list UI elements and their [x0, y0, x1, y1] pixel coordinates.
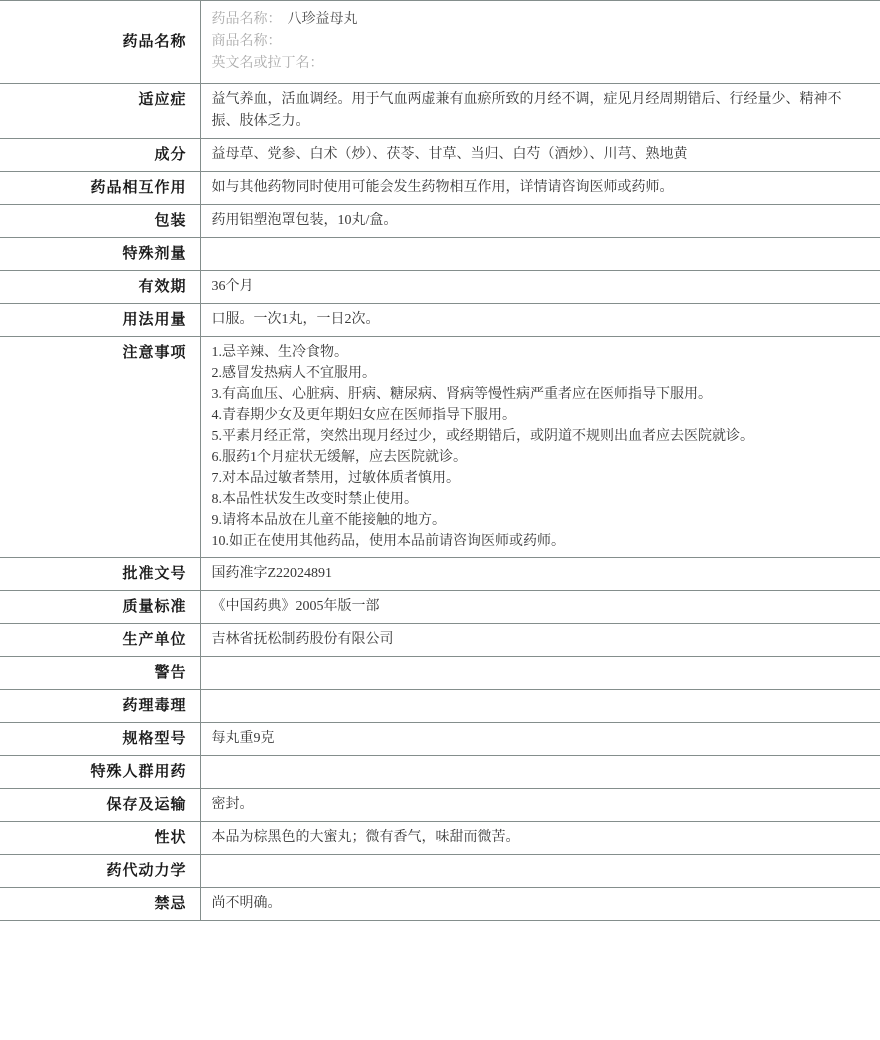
- precaution-item-4: 4.青春期少女及更年期妇女应在医师指导下服用。: [211, 408, 516, 423]
- row-label-dosage-administration: 用法用量: [0, 304, 200, 337]
- row-value: 尚不明确。: [211, 896, 282, 911]
- row-value: 药用铝塑泡罩包装，10丸/盒。: [211, 213, 398, 228]
- precaution-item-1: 1.忌辛辣、生冷食物。: [211, 345, 348, 360]
- table-row-precautions: [0, 337, 880, 558]
- row-content-pharmacokinetics: [200, 855, 880, 888]
- row-content-warning: [200, 657, 880, 690]
- row-content-packaging: [200, 205, 880, 238]
- table-row-indications: [0, 84, 880, 139]
- row-value: 益母草、党参、白术（炒）、茯苓、甘草、当归、白芍（酒炒）、川芎、熟地黄: [211, 147, 688, 162]
- row-value: 如与其他药物同时使用可能会发生药物相互作用，详情请咨询医师或药师。: [211, 180, 674, 195]
- precaution-item-6: 6.服药1个月症状无缓解，应去医院就诊。: [211, 450, 467, 465]
- table-row-drug-interactions: [0, 172, 880, 205]
- table-row-storage-transport: [0, 789, 880, 822]
- row-content-pharmacology-toxicology: [200, 690, 880, 723]
- row-content-drug-name: [200, 1, 880, 84]
- precaution-item-10: 10.如正在使用其他药品，使用本品前请咨询医师或药师。: [211, 534, 565, 549]
- row-content-specification: [200, 723, 880, 756]
- row-label-drug-interactions: 药品相互作用: [0, 172, 200, 205]
- precaution-item-3: 3.有高血压、心脏病、肝病、糖尿病、肾病等慢性病严重者应在医师指导下服用。: [211, 387, 712, 402]
- row-value: 密封。: [211, 797, 254, 812]
- row-label-quality-standard: 质量标准: [0, 591, 200, 624]
- row-label-ingredients: 成分: [0, 139, 200, 172]
- row-label-approval-number: 批准文号: [0, 558, 200, 591]
- precaution-item-2: 2.感冒发热病人不宜服用。: [211, 366, 376, 381]
- row-content-storage-transport: [200, 789, 880, 822]
- field-line-1: [212, 31, 869, 53]
- row-label-precautions: 注意事项: [0, 337, 200, 558]
- row-label-special-dosage: 特殊剂量: [0, 238, 200, 271]
- row-label-shelf-life: 有效期: [0, 271, 200, 304]
- table-row-manufacturer: [0, 624, 880, 657]
- row-content-manufacturer: [200, 624, 880, 657]
- row-content-quality-standard: [200, 591, 880, 624]
- table-row-approval-number: [0, 558, 880, 591]
- precaution-item-8: 8.本品性状发生改变时禁止使用。: [211, 492, 418, 507]
- drug-info-table-body: [0, 1, 880, 921]
- row-content-dosage-administration: [200, 304, 880, 337]
- row-value: 吉林省抚松制药股份有限公司: [211, 632, 394, 647]
- row-content-description: [200, 822, 880, 855]
- table-row-shelf-life: [0, 271, 880, 304]
- field-key: 英文名或拉丁名：: [211, 56, 324, 71]
- table-row-ingredients: [0, 139, 880, 172]
- row-label-pharmacokinetics: 药代动力学: [0, 855, 200, 888]
- row-label-drug-name: 药品名称: [0, 1, 200, 84]
- row-label-pharmacology-toxicology: 药理毒理: [0, 690, 200, 723]
- row-value: 口服。一次1丸，一日2次。: [211, 312, 380, 327]
- table-row-dosage-administration: [0, 304, 880, 337]
- row-label-warning: 警告: [0, 657, 200, 690]
- row-label-manufacturer: 生产单位: [0, 624, 200, 657]
- row-value: 36个月: [211, 279, 254, 294]
- row-content-indications: [200, 84, 880, 139]
- table-row-packaging: [0, 205, 880, 238]
- table-row-pharmacology-toxicology: [0, 690, 880, 723]
- row-content-approval-number: [200, 558, 880, 591]
- row-label-packaging: 包装: [0, 205, 200, 238]
- table-row-special-dosage: [0, 238, 880, 271]
- row-value: 本品为棕黑色的大蜜丸；微有香气，味甜而微苦。: [211, 830, 520, 845]
- row-label-contraindications: 禁忌: [0, 888, 200, 921]
- row-value: 益气养血，活血调经。用于气血两虚兼有血瘀所致的月经不调，症见月经周期错后、行经量少、精神不振、肢体乏力。: [211, 92, 842, 129]
- precaution-item-9: 9.请将本品放在儿童不能接触的地方。: [211, 513, 446, 528]
- row-content-contraindications: [200, 888, 880, 921]
- field-key: 药品名称：: [211, 12, 282, 27]
- row-value: 《中国药典》2005年版一部: [211, 599, 380, 614]
- row-value: 每丸重9克: [211, 731, 275, 746]
- table-row-contraindications: [0, 888, 880, 921]
- field-line-2: [212, 53, 869, 75]
- field-key: 商品名称：: [211, 34, 282, 49]
- table-row-description: [0, 822, 880, 855]
- row-content-special-populations: [200, 756, 880, 789]
- row-content-ingredients: [200, 139, 880, 172]
- row-label-description: 性状: [0, 822, 200, 855]
- table-row-warning: [0, 657, 880, 690]
- row-label-special-populations: 特殊人群用药: [0, 756, 200, 789]
- field-line-0: [212, 9, 869, 31]
- row-content-drug-interactions: [200, 172, 880, 205]
- row-content-special-dosage: [200, 238, 880, 271]
- row-value: 国药准字Z22024891: [211, 566, 333, 581]
- table-row-pharmacokinetics: [0, 855, 880, 888]
- table-row-special-populations: [0, 756, 880, 789]
- precaution-item-5: 5.平素月经正常，突然出现月经过少，或经期错后，或阴道不规则出血者应去医院就诊。: [211, 429, 754, 444]
- row-label-specification: 规格型号: [0, 723, 200, 756]
- row-content-shelf-life: [200, 271, 880, 304]
- row-label-indications: 适应症: [0, 84, 200, 139]
- row-content-precautions: [200, 337, 880, 558]
- field-value: 八珍益母丸: [287, 12, 358, 27]
- table-row-drug-name: [0, 1, 880, 84]
- precaution-item-7: 7.对本品过敏者禁用，过敏体质者慎用。: [211, 471, 460, 486]
- table-row-specification: [0, 723, 880, 756]
- row-label-storage-transport: 保存及运输: [0, 789, 200, 822]
- table-row-quality-standard: [0, 591, 880, 624]
